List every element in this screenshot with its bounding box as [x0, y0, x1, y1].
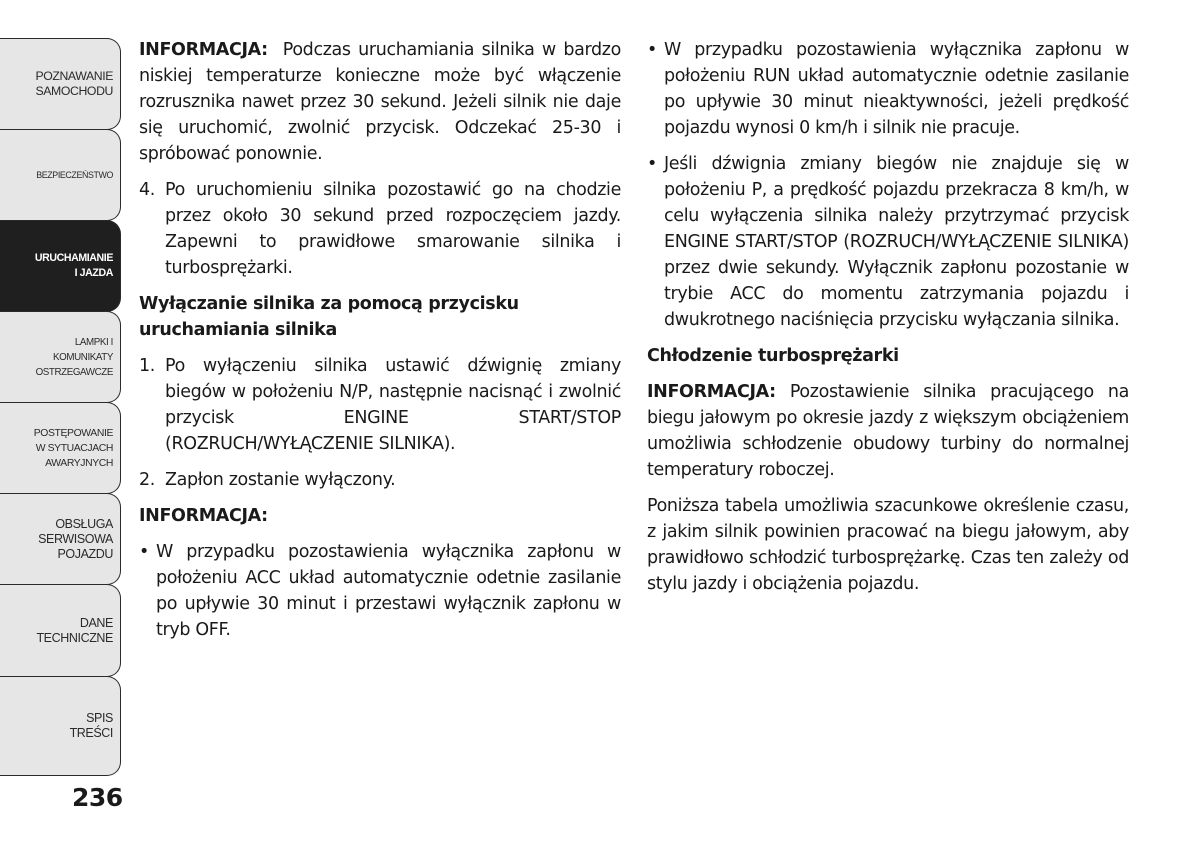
list-item-text: Po wyłączeniu silnika ustawić dźwignię zmiany biegów w położeniu N/P, następnie nacisnąć i zwolnić przycisk ENGINE START/STOP (ROZRUCH/WYŁĄCZENIE SILNIKA). — [165, 356, 621, 454]
list-item-4 — [139, 177, 621, 281]
bullet-text: W przypadku pozostawienia wyłącznika zapłonu w położeniu ACC układ automatycznie odetnie zasilanie po upływie 30 minut i przestawi wyłącznik zapłonu w tryb OFF. — [156, 542, 621, 640]
info-note-cold-start — [139, 37, 621, 167]
right-column — [647, 37, 1129, 607]
section-heading-turbo: Chłodzenie turbosprężarki — [647, 346, 899, 366]
info-label-2: INFORMACJA: — [139, 506, 268, 526]
tab-postepowanie-awaryjne[interactable]: POSTĘPOWANIE W SYTUACJACH AWARYJNYCH — [0, 402, 121, 494]
info-note-turbo — [647, 379, 1129, 483]
bullet-item-run — [647, 37, 1129, 141]
bullet-marker: • — [647, 40, 657, 60]
left-column — [139, 37, 621, 653]
tab-poznawanie-samochodu[interactable]: POZNAWANIE SAMOCHODU — [0, 38, 121, 130]
list-marker: 4. — [139, 180, 155, 200]
bullet-text: Jeśli dźwignia zmiany biegów nie znajduje się w położeniu P, a prędkość pojazdu przekracza 8 km/h, w celu wyłączenia silnika należy przytrzymać przycisk ENGINE START/STOP (ROZRUCH/WYŁĄCZENIE SILNIKA) przez dwie sekundy. Wyłącznik zapłonu pozostanie w trybie ACC do momentu zatrzymania pojazdu i dwukrotnego naciśnięcia przycisku wyłączania silnika. — [664, 154, 1129, 330]
info-text: Pozostawienie silnika pracującego na biegu jałowym po okresie jazdy z większym obciążeniem umożliwia schłodzenie obudowy turbiny do normalnej temperatury roboczej. — [647, 382, 1129, 480]
info-label: INFORMACJA: — [647, 382, 776, 402]
tab-lampki-i-komunikaty[interactable]: LAMPKI I KOMUNIKATY OSTRZEGAWCZE — [0, 311, 121, 403]
list-marker: 1. — [139, 356, 155, 376]
list-item-2 — [139, 467, 621, 493]
info-label: INFORMACJA: — [139, 40, 268, 60]
section-heading-engine-off: Wyłączanie silnika za pomocą przycisku uruchamiania silnika — [139, 294, 519, 340]
tab-obsluga-serwisowa[interactable]: OBSŁUGA SERWISOWA POJAZDU — [0, 493, 121, 585]
list-item-text: Po uruchomieniu silnika pozostawić go na chodzie przez około 30 sekund przed rozpoczęciem jazdy. Zapewni to prawidłowe smarowanie silnika i turbosprężarki. — [165, 180, 621, 278]
bullet-marker: • — [139, 542, 149, 562]
page-number: 236 — [72, 783, 123, 812]
tab-bezpieczenstwo[interactable]: BEZPIECZEŃSTWO — [0, 129, 121, 221]
bullet-text: W przypadku pozostawienia wyłącznika zapłonu w położeniu RUN układ automatycznie odetnie zasilanie po upływie 30 minut nieaktywności, jeżeli prędkość pojazdu wynosi 0 km/h i silnik nie pracuje. — [664, 40, 1129, 138]
info-text: Podczas uruchamiania silnika w bardzo niskiej temperaturze konieczne może być włączenie rozrusznika nawet przez 30 sekund. Jeżeli silnik nie daje się uruchomić, zwolnić przycisk. Odczekać 25-30 i spróbować ponownie. — [139, 40, 621, 164]
tab-spis-tresci[interactable]: SPIS TREŚCI — [0, 676, 121, 776]
bullet-item-acc — [139, 539, 621, 643]
bullet-marker: • — [647, 154, 657, 174]
tab-uruchamianie-i-jazda[interactable]: URUCHAMIANIE I JAZDA — [0, 220, 121, 312]
bullet-item-gear — [647, 151, 1129, 333]
paragraph-table-intro: Poniższa tabela umożliwia szacunkowe określenie czasu, z jakim silnik powinien pracować na biegu jałowym, aby prawidłowo schłodzić turbosprężarkę. Czas ten zależy od stylu jazdy i obciążenia pojazdu. — [647, 496, 1129, 594]
tab-dane-techniczne[interactable]: DANE TECHNICZNE — [0, 584, 121, 677]
list-item-1 — [139, 353, 621, 457]
list-item-text: Zapłon zostanie wyłączony. — [165, 470, 396, 490]
list-marker: 2. — [139, 470, 155, 490]
